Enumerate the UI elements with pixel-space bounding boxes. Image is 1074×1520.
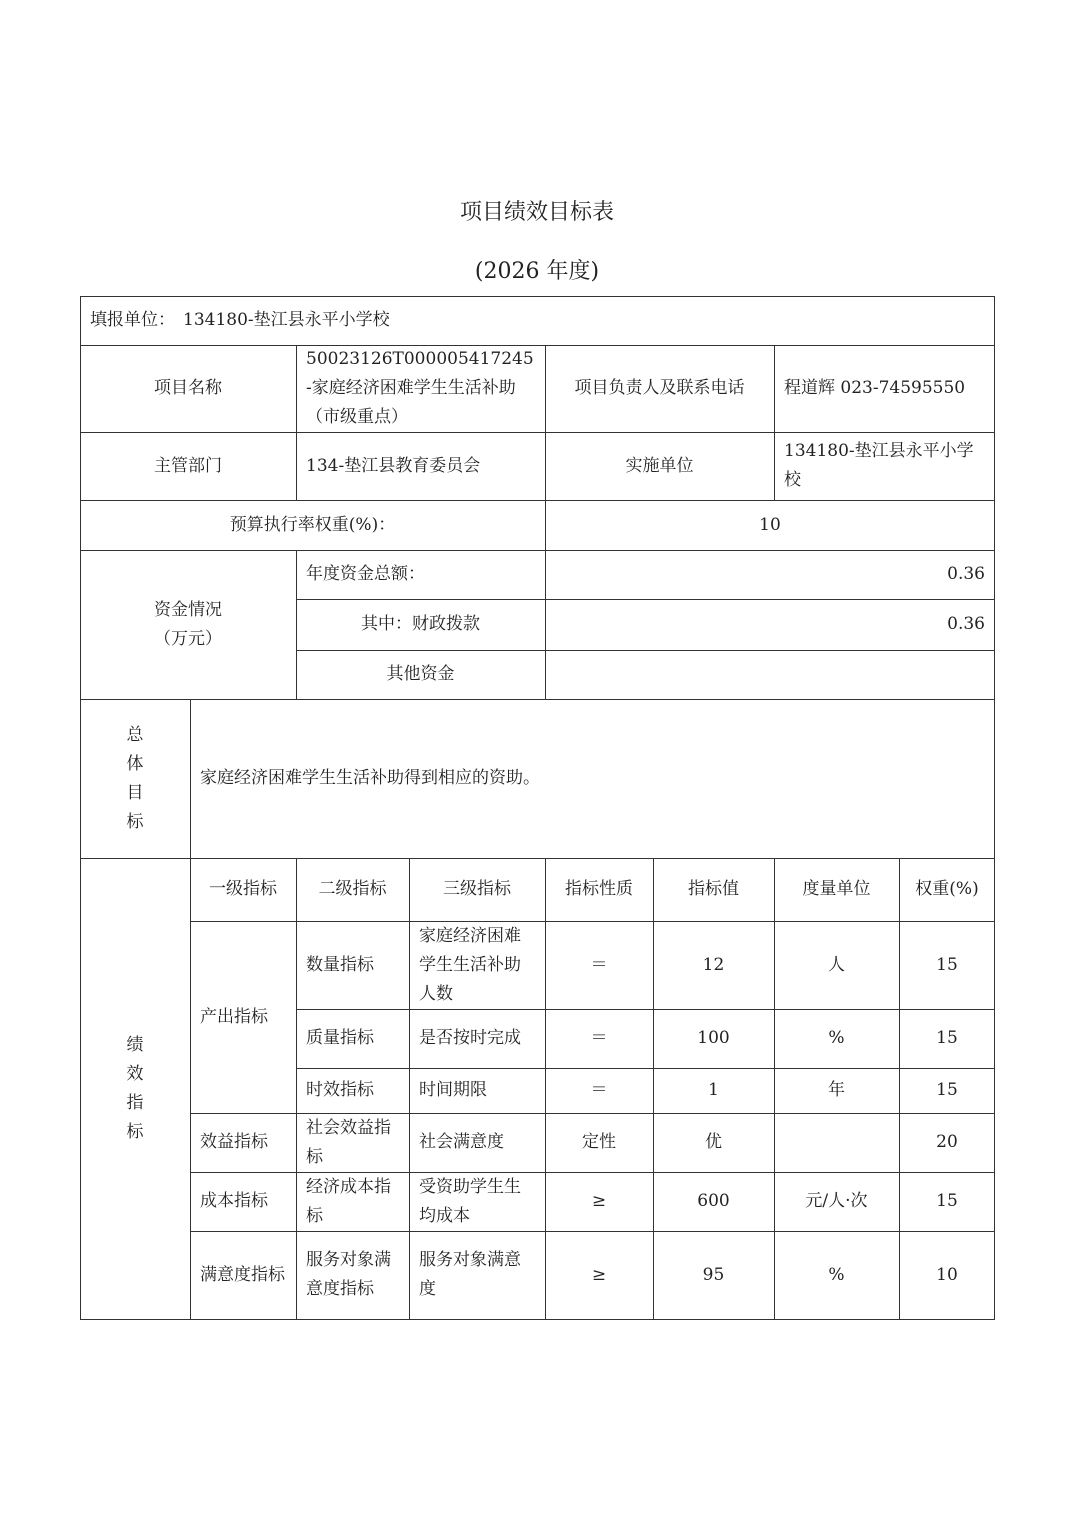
nature-cell: ≥ bbox=[591, 1264, 607, 1285]
project-name-label: 项目名称 bbox=[154, 378, 222, 398]
funds-fiscal-value: 0.36 bbox=[947, 614, 985, 634]
unit-cell: 人 bbox=[828, 954, 845, 975]
page-title: 项目绩效目标表 bbox=[459, 200, 614, 225]
weight-cell: 15 bbox=[936, 1028, 958, 1048]
weight-cell: 15 bbox=[936, 1191, 958, 1211]
level1-benefit: 效益指标 bbox=[200, 1132, 268, 1152]
impl-unit-label: 实施单位 bbox=[625, 455, 694, 476]
funds-label-line1: 资金情况 bbox=[154, 599, 222, 620]
impl-unit-value: 134180-垫江县永平小学校 bbox=[784, 441, 974, 490]
unit-cell: % bbox=[828, 1264, 845, 1285]
project-contact-label: 项目负责人及联系电话 bbox=[574, 378, 745, 398]
header-level1: 一级指标 bbox=[209, 879, 277, 899]
level2-cell: 质量指标 bbox=[306, 1028, 374, 1048]
level2-cell: 经济成本指标 bbox=[306, 1176, 391, 1226]
level3-cell: 服务对象满意度 bbox=[419, 1250, 521, 1299]
unit-cell bbox=[774, 1113, 899, 1172]
level2-cell: 数量指标 bbox=[306, 954, 374, 975]
level2-cell: 社会效益指标 bbox=[306, 1117, 391, 1167]
project-contact-value: 程道辉 023-74595550 bbox=[784, 378, 966, 398]
level3-cell: 时间期限 bbox=[419, 1080, 487, 1100]
value-cell: 600 bbox=[697, 1191, 730, 1211]
level3-cell: 受资助学生生均成本 bbox=[419, 1176, 521, 1226]
header-unit: 度量单位 bbox=[802, 879, 871, 899]
header-level2: 二级指标 bbox=[318, 879, 387, 899]
page-subtitle: (2026 年度) bbox=[474, 259, 600, 284]
dept-value: 134-垫江县教育委员会 bbox=[306, 455, 481, 476]
level3-cell: 家庭经济困难学生生活补助人数 bbox=[419, 925, 521, 1004]
overall-goal-text: 家庭经济困难学生生活补助得到相应的资助。 bbox=[200, 768, 540, 788]
value-cell: 1 bbox=[708, 1080, 719, 1100]
value-cell: 12 bbox=[702, 954, 725, 975]
indicators-label-char: 效 bbox=[126, 1063, 144, 1084]
header-level3: 三级指标 bbox=[443, 879, 511, 899]
level2-cell: 时效指标 bbox=[306, 1080, 374, 1100]
value-cell: 95 bbox=[702, 1264, 725, 1285]
budget-rate-value: 10 bbox=[759, 514, 781, 535]
filing-unit-value: 134180-垫江县永平小学校 bbox=[183, 310, 390, 330]
level2-cell: 服务对象满意度指标 bbox=[306, 1250, 391, 1299]
nature-cell: ＝ bbox=[590, 1028, 608, 1048]
funds-other-value bbox=[545, 650, 995, 699]
level1-output: 产出指标 bbox=[200, 1006, 268, 1027]
filing-unit-label: 填报单位： bbox=[90, 310, 175, 330]
weight-cell: 15 bbox=[936, 1080, 958, 1100]
overall-goal-label-char: 总 bbox=[126, 724, 144, 745]
header-weight: 权重(%) bbox=[915, 879, 979, 899]
funds-label-line2: （万元） bbox=[154, 628, 222, 649]
overall-goal-label-char: 目 bbox=[126, 782, 144, 803]
nature-cell: ＝ bbox=[590, 1080, 608, 1100]
nature-cell: ＝ bbox=[590, 954, 608, 975]
overall-goal-label-char: 体 bbox=[126, 753, 144, 774]
indicators-label bbox=[80, 858, 190, 1319]
level3-cell: 社会满意度 bbox=[419, 1132, 504, 1152]
unit-cell: 年 bbox=[828, 1080, 845, 1100]
funds-total-label: 年度资金总额： bbox=[306, 564, 425, 584]
weight-cell: 20 bbox=[936, 1132, 958, 1152]
unit-cell: 元/人·次 bbox=[805, 1191, 868, 1211]
level3-cell: 是否按时完成 bbox=[419, 1028, 521, 1048]
overall-goal-label bbox=[80, 699, 190, 858]
budget-rate-label: 预算执行率权重(%)： bbox=[229, 514, 396, 535]
nature-cell: 定性 bbox=[582, 1132, 616, 1152]
level1-cost: 成本指标 bbox=[200, 1191, 268, 1211]
funds-fiscal-label: 其中：财政拨款 bbox=[361, 614, 480, 634]
funds-total-value: 0.36 bbox=[947, 564, 985, 584]
funds-other-label: 其他资金 bbox=[386, 664, 455, 684]
level1-satisfaction: 满意度指标 bbox=[200, 1264, 285, 1285]
overall-goal-label-char: 标 bbox=[126, 811, 144, 832]
indicators-label-char: 绩 bbox=[126, 1034, 144, 1055]
indicators-label-char: 指 bbox=[126, 1092, 144, 1113]
header-value: 指标值 bbox=[688, 879, 739, 899]
header-nature: 指标性质 bbox=[565, 879, 633, 899]
dept-label: 主管部门 bbox=[154, 455, 222, 476]
value-cell: 100 bbox=[697, 1028, 730, 1048]
filing-unit-row bbox=[80, 296, 995, 345]
unit-cell: % bbox=[828, 1028, 845, 1048]
nature-cell: ≥ bbox=[591, 1191, 607, 1211]
weight-cell: 10 bbox=[936, 1264, 958, 1285]
funds-label bbox=[80, 550, 296, 699]
weight-cell: 15 bbox=[936, 954, 958, 975]
project-name-value: 50023126T000005417245-家庭经济困难学生生活补助（市级重点） bbox=[306, 349, 534, 427]
value-cell: 优 bbox=[705, 1132, 722, 1152]
indicators-label-char: 标 bbox=[126, 1121, 144, 1142]
